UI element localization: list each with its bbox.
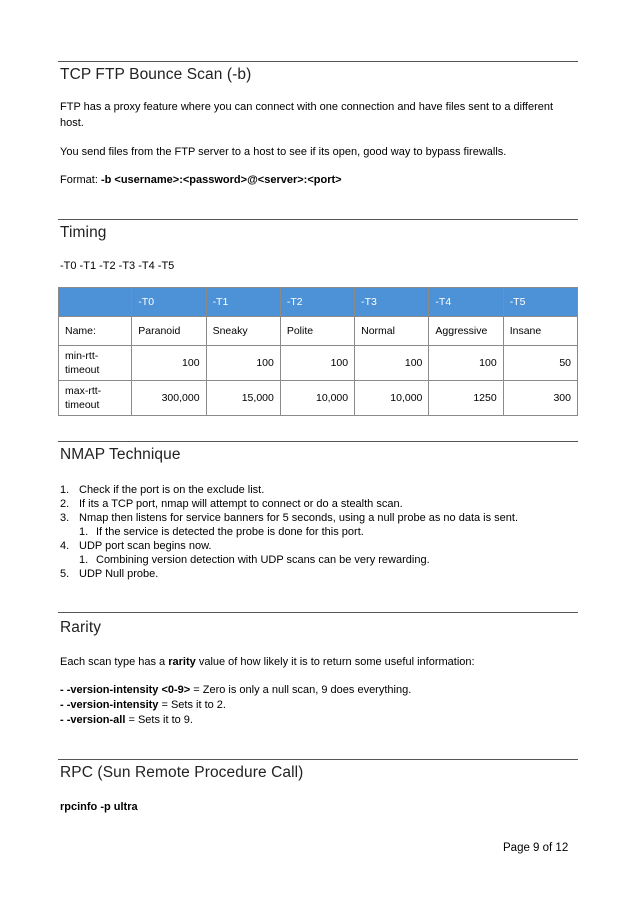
table-header-row	[59, 288, 578, 317]
section-heading-timing: Timing	[60, 224, 107, 241]
rarity-intro	[60, 655, 570, 671]
list-item-number: 3.	[60, 512, 70, 524]
table-cell: min-rtt-timeout	[59, 346, 132, 381]
timing-intro: -T0 -T1 -T2 -T3 -T4 -T5	[60, 260, 175, 272]
table-cell: max-rtt-timeout	[59, 381, 132, 416]
list-item	[60, 567, 570, 581]
list-item-number: 4.	[60, 540, 70, 552]
table-header-cell: -T4	[429, 288, 503, 317]
list-item-text: UDP port scan begins now.	[79, 540, 212, 552]
rarity-option-flag: - -version-intensity	[60, 699, 159, 711]
section-divider	[58, 219, 578, 220]
list-item-text: Combining version detection with UDP scans can be very rewarding.	[96, 554, 430, 566]
list-item	[60, 483, 570, 497]
section-heading-rarity: Rarity	[60, 619, 102, 636]
rpc-command: rpcinfo -p ultra	[60, 801, 138, 813]
table-cell: 100	[280, 346, 354, 381]
section-divider	[58, 759, 578, 760]
table-header-cell: -T0	[132, 288, 206, 317]
list-item	[60, 511, 570, 525]
table-row	[59, 346, 578, 381]
rarity-option-flag: - -version-intensity <0-9>	[60, 684, 191, 696]
rarity-option-desc: = Sets it to 9.	[125, 714, 193, 726]
list-item-text: Check if the port is on the exclude list.	[79, 484, 265, 496]
list-item-number: 1.	[79, 526, 89, 538]
section-divider	[58, 612, 578, 613]
bounce-paragraph-2: You send files from the FTP server to a host to see if its open, good way to bypass firewalls.	[60, 146, 507, 158]
table-cell: 10,000	[280, 381, 354, 416]
rarity-option	[60, 713, 570, 728]
table-cell: 15,000	[206, 381, 280, 416]
table-cell: 300,000	[132, 381, 206, 416]
table-cell: 100	[132, 346, 206, 381]
list-item-number: 1.	[60, 484, 70, 496]
list-item-number: 1.	[79, 554, 89, 566]
section-divider	[58, 61, 578, 62]
rarity-option-flag: - -version-all	[60, 714, 126, 726]
list-item-number: 5.	[60, 568, 70, 580]
sub-list-item	[60, 525, 570, 539]
list-item-text: If its a TCP port, nmap will attempt to connect or do a stealth scan.	[79, 498, 403, 510]
rarity-keyword: rarity	[168, 656, 196, 668]
table-cell: 100	[429, 346, 503, 381]
table-cell: Normal	[355, 317, 429, 346]
list-item-text: Nmap then listens for service banners for 5 seconds, using a null probe as no data is sent.	[79, 512, 519, 524]
table-header-cell: -T3	[355, 288, 429, 317]
table-row	[59, 381, 578, 416]
table-cell: Paranoid	[132, 317, 206, 346]
section-heading-rpc: RPC (Sun Remote Procedure Call)	[60, 764, 304, 781]
table-cell: Polite	[280, 317, 354, 346]
table-header-cell: -T5	[503, 288, 577, 317]
rarity-option-desc: = Zero is only a null scan, 9 does everything.	[190, 684, 412, 696]
timing-table	[58, 287, 578, 416]
table-header-cell: -T1	[206, 288, 280, 317]
section-divider	[58, 441, 578, 442]
rarity-intro-text: Each scan type has a	[60, 656, 169, 668]
list-item-text: If the service is detected the probe is done for this port.	[96, 526, 364, 538]
bounce-paragraph-1: FTP has a proxy feature where you can connect with one connection and have files sent to a different host.	[60, 101, 554, 129]
table-cell: 100	[355, 346, 429, 381]
section-heading-bounce: TCP FTP Bounce Scan (-b)	[60, 66, 252, 83]
table-cell: 100	[206, 346, 280, 381]
rarity-option-desc: = Sets it to 2.	[158, 699, 226, 711]
page-number: Page 9 of 12	[503, 842, 569, 854]
rarity-intro-text: value of how likely it is to return some useful information:	[195, 656, 475, 668]
rarity-option	[60, 698, 570, 713]
list-item	[60, 539, 570, 553]
table-header-cell: -T2	[280, 288, 354, 317]
table-cell: Name:	[59, 317, 132, 346]
table-cell: Aggressive	[429, 317, 503, 346]
table-row	[59, 317, 578, 346]
list-item-number: 2.	[60, 498, 70, 510]
technique-list	[60, 483, 570, 581]
table-cell: Sneaky	[206, 317, 280, 346]
table-cell: 50	[503, 346, 577, 381]
table-cell: 300	[503, 381, 577, 416]
sub-list-item	[60, 553, 570, 567]
list-item	[60, 497, 570, 511]
section-heading-technique: NMAP Technique	[60, 446, 181, 463]
table-header-cell	[59, 288, 132, 317]
table-cell: Insane	[503, 317, 577, 346]
rarity-option	[60, 683, 570, 698]
format-value: -b <username>:<password>@<server>:<port>	[100, 174, 342, 186]
rarity-options	[60, 683, 570, 728]
table-cell: 1250	[429, 381, 503, 416]
list-item-text: UDP Null probe.	[79, 568, 159, 580]
format-label: Format:	[60, 174, 101, 186]
bounce-format	[60, 173, 570, 189]
table-cell: 10,000	[355, 381, 429, 416]
